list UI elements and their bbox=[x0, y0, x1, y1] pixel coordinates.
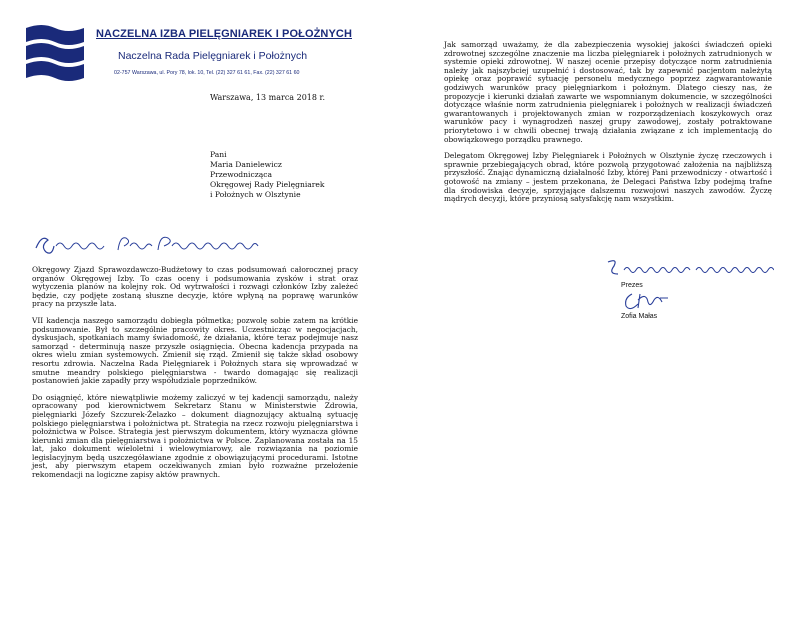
body-paragraph: Jak samorząd uważamy, że dla zabezpieczenia wysokiej jakości świadczeń opieki zdrowotnej szczególne znaczenie ma liczba pielęgniarek i położnych zatrudnionych w systemie opieki zdrowotnej. W naszej ocenie przepisy dotyczące norm zatrudnienia należy jak najszybciej uzupełnić i dostosować, tak by zapewnić pacjentom należytą opiekę oraz poprawić sytuację personelu medycznego poprzez zagwarantowanie godziwych warunków pracy pielęgniarkom i położnym. Dlatego cieszy nas, że propozycje i kierunki działań zawarte we wspomnianym dokumencie, w szczególności dotyczące właśnie norm zatrudnienia pielęgniarek i położnych w realizacji świadczeń gwarantowanych i projektowanych zmian w rozporządzeniach koszykowych oraz warunków pacy i wynagrodzeń naszej grupy zawodowej, zostały potraktowane priorytetowo i w chwili obecnej trwają działania związane z ich implementacją do obowiązkowego porządku prawnego. bbox=[444, 40, 772, 144]
signature-scribble bbox=[622, 290, 672, 312]
handwritten-salutation bbox=[32, 230, 272, 258]
signer-role: Prezes bbox=[621, 282, 643, 289]
letter-body-right bbox=[444, 41, 772, 212]
handwritten-closing bbox=[604, 256, 774, 280]
signer-name: Zofia Małas bbox=[621, 313, 658, 320]
organization-name: NACZELNA IZBA PIELĘGNIAREK I POŁOŻNYCH bbox=[96, 28, 352, 40]
body-paragraph: Do osiągnięć, które niewątpliwie możemy zaliczyć w tej kadencji samorządu, należy opracowany pod kierownictwem Sekretarz Stanu w Ministerstwie Zdrowia, pielęgniarki Józefy Szczurek-Żelazko – dokument diagnozujący aktualną sytuację polskiego pielęgniarstwa i położnictwa pt. Strategia na rzecz rozwoju pielęgniarstwa i położnictwa w Polsce. Strategia jest pierwszym dokumentem, który wyznacza główne kierunki zmian dla pielęgniarstwa i położnictwa w Polsce. Zaplanowana została na 15 lat, jako dokument wieloletni i wielowymiarowy, ale rozwiązania na poziomie legislacyjnym będą uszczegóławiane zgodnie z obowiązującymi procedurami. Istotne jest, aby pierwszym etapem oczekiwanych zmian było rozważne przełożenie rekomendacji na logiczne zapisy aktów prawnych. bbox=[32, 392, 358, 480]
addressee-line: Przewodnicząca bbox=[210, 170, 273, 179]
addressee-line: Pani bbox=[210, 150, 227, 159]
addressee-line: Okręgowej Rady Pielęgniarek bbox=[210, 180, 325, 189]
body-paragraph: VII kadencja naszego samorządu dobiegła półmetka; pozwolę sobie zatem na krótkie podsumowanie. Był to szczególnie pracowity okres. Uczestnicząc w negocjacjach, dyskusjach, spotkaniach mamy świadomość, że działania, które teraz podejmuje nasz samorząd - determinują nasze przyszłe osiągnięcia. Obecna kadencja przypada na okres wielu zmian systemowych. Zmienił się rząd. Zmienił się także skład osobowy resortu zdrowia. Naczelna Rada Pielęgniarek i Położnych stara się wprowadzać w smutne meandry polskiego pielęgniarstwa - twardo domagając się realizacji postanowień jakie zapadły przy współudziale poprzedników. bbox=[32, 315, 358, 386]
letter-body-left bbox=[32, 266, 358, 488]
body-paragraph: Okręgowy Zjazd Sprawozdawczo-Budżetowy to czas podsumowań całorocznej pracy organów Okręgowej Izby. To czas oceny i podsumowania zysków i strat oraz wytyczenia planów na kolejny rok. Od wytrwałości i rozwagi członków Izby zależeć będzie, czy podjęte zostaną słuszne decyzje, które wpłyną na poprawę warunków pracy na przyszłe lata. bbox=[32, 265, 358, 309]
nipip-logo-icon bbox=[24, 20, 86, 82]
organization-address: 02-757 Warszawa, ul. Pory 78, lok. 10, Tel. (22) 327 61 61, Fax. (22) 327 61 60 bbox=[114, 70, 300, 76]
addressee-line: Maria Danielewicz bbox=[210, 160, 282, 169]
body-paragraph: Delegatom Okręgowej Izby Pielęgniarek i Położnych w Olsztynie życzę rzeczowych i sprawnie przebiegających obrad, które pozwolą przygotować założenia na najbliższą przyszłość. Znając dynamiczną działalność Izby, której Pani przewodniczy - otwartość i gotowość na zmiany – jestem przekonana, że Delegaci Państwa Izby podejmą trafne dla środowiska decyzje, sprzyjające dalszemu rozwojowi naszych zawodów. Życzę mądrych decyzji, które przyniosą satysfakcję nam wszystkim. bbox=[444, 151, 772, 204]
addressee-line: i Położnych w Olsztynie bbox=[210, 190, 301, 199]
place-date: Warszawa, 13 marca 2018 r. bbox=[210, 93, 325, 102]
addressee-block bbox=[210, 150, 325, 200]
organization-subtitle: Naczelna Rada Pielęgniarek i Położnych bbox=[118, 50, 308, 62]
